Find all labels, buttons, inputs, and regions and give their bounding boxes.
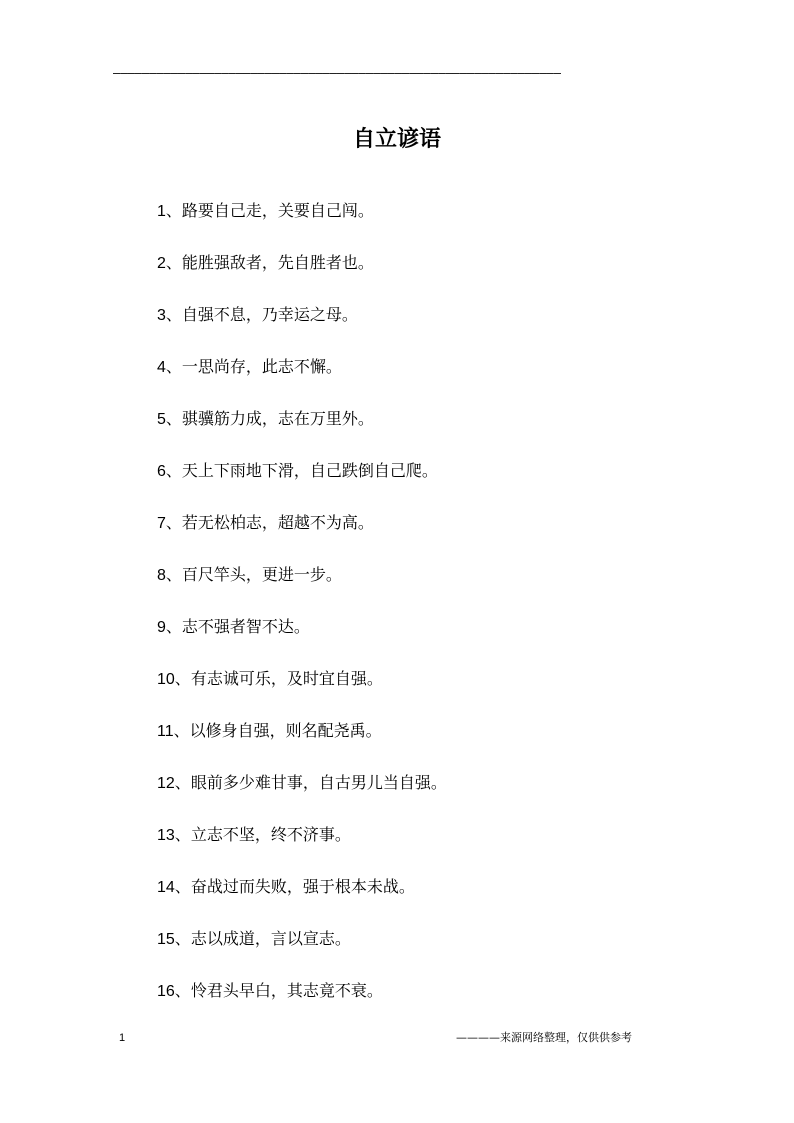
item-separator: 、	[165, 461, 182, 480]
item-number: 16	[157, 983, 175, 1000]
item-separator: 、	[173, 721, 190, 740]
list-item	[157, 510, 447, 562]
item-text: 立志不坚，终不济事。	[190, 825, 351, 844]
item-separator: 、	[174, 981, 191, 1000]
list-item	[157, 406, 447, 458]
item-number: 1	[157, 203, 166, 220]
item-text: 有志诚可乐，及时宜自强。	[190, 669, 383, 688]
item-number: 14	[157, 879, 175, 896]
item-number: 4	[157, 359, 166, 376]
item-text: 天上下雨地下滑，自己跌倒自己爬。	[181, 461, 438, 480]
document-title: 自立谚语	[352, 126, 441, 152]
list-item	[157, 874, 447, 926]
item-text: 怜君头早白，其志竟不衰。	[190, 981, 383, 1000]
list-item	[157, 666, 447, 718]
item-text: 百尺竿头，更进一步。	[181, 565, 342, 584]
item-separator: 、	[165, 409, 182, 428]
item-text: 自强不息，乃幸运之母。	[181, 305, 358, 324]
item-number: 5	[157, 411, 166, 428]
page-footer	[0, 1029, 794, 1047]
header-dashed-rule: ——————————————————————————————————————————————————————————————	[113, 66, 561, 80]
list-item	[157, 250, 447, 302]
list-item	[157, 562, 447, 614]
item-separator: 、	[165, 513, 182, 532]
item-number: 6	[157, 463, 166, 480]
item-number: 9	[157, 619, 166, 636]
item-text: 志不强者智不达。	[181, 617, 310, 636]
item-text: 一思尚存，此志不懈。	[181, 357, 342, 376]
item-number: 10	[157, 671, 175, 688]
item-text: 路要自己走，关要自己闯。	[181, 201, 374, 220]
item-separator: 、	[165, 357, 182, 376]
page-number: 1	[119, 1032, 126, 1044]
item-text: 志以成道，言以宣志。	[190, 929, 351, 948]
item-text: 骐骥筋力成，志在万里外。	[181, 409, 374, 428]
list-item	[157, 302, 447, 354]
item-separator: 、	[165, 305, 182, 324]
item-number: 13	[157, 827, 175, 844]
item-text: 若无松柏志，超越不为高。	[181, 513, 374, 532]
item-number: 15	[157, 931, 175, 948]
list-item	[157, 770, 447, 822]
proverb-list	[157, 198, 447, 1030]
list-item	[157, 718, 447, 770]
item-number: 11	[157, 723, 174, 740]
item-text: 能胜强敌者，先自胜者也。	[181, 253, 374, 272]
list-item	[157, 822, 447, 874]
list-item	[157, 198, 447, 250]
item-separator: 、	[165, 201, 182, 220]
item-number: 3	[157, 307, 166, 324]
item-number: 8	[157, 567, 166, 584]
list-item	[157, 458, 447, 510]
item-separator: 、	[174, 773, 191, 792]
item-separator: 、	[165, 617, 182, 636]
item-separator: 、	[174, 929, 191, 948]
item-separator: 、	[174, 877, 191, 896]
item-separator: 、	[174, 825, 191, 844]
item-separator: 、	[165, 253, 182, 272]
item-text: 以修身自强，则名配尧禹。	[189, 721, 382, 740]
item-number: 7	[157, 515, 166, 532]
item-number: 12	[157, 775, 175, 792]
item-text: 眼前多少难甘事，自古男儿当自强。	[190, 773, 447, 792]
item-number: 2	[157, 255, 166, 272]
item-separator: 、	[174, 669, 191, 688]
list-item	[157, 978, 447, 1030]
item-text: 奋战过而失败，强于根本未战。	[190, 877, 415, 896]
list-item	[157, 926, 447, 978]
footer-source-note: ————来源网络整理，仅供供参考	[456, 1031, 632, 1044]
item-separator: 、	[165, 565, 182, 584]
list-item	[157, 614, 447, 666]
list-item	[157, 354, 447, 406]
